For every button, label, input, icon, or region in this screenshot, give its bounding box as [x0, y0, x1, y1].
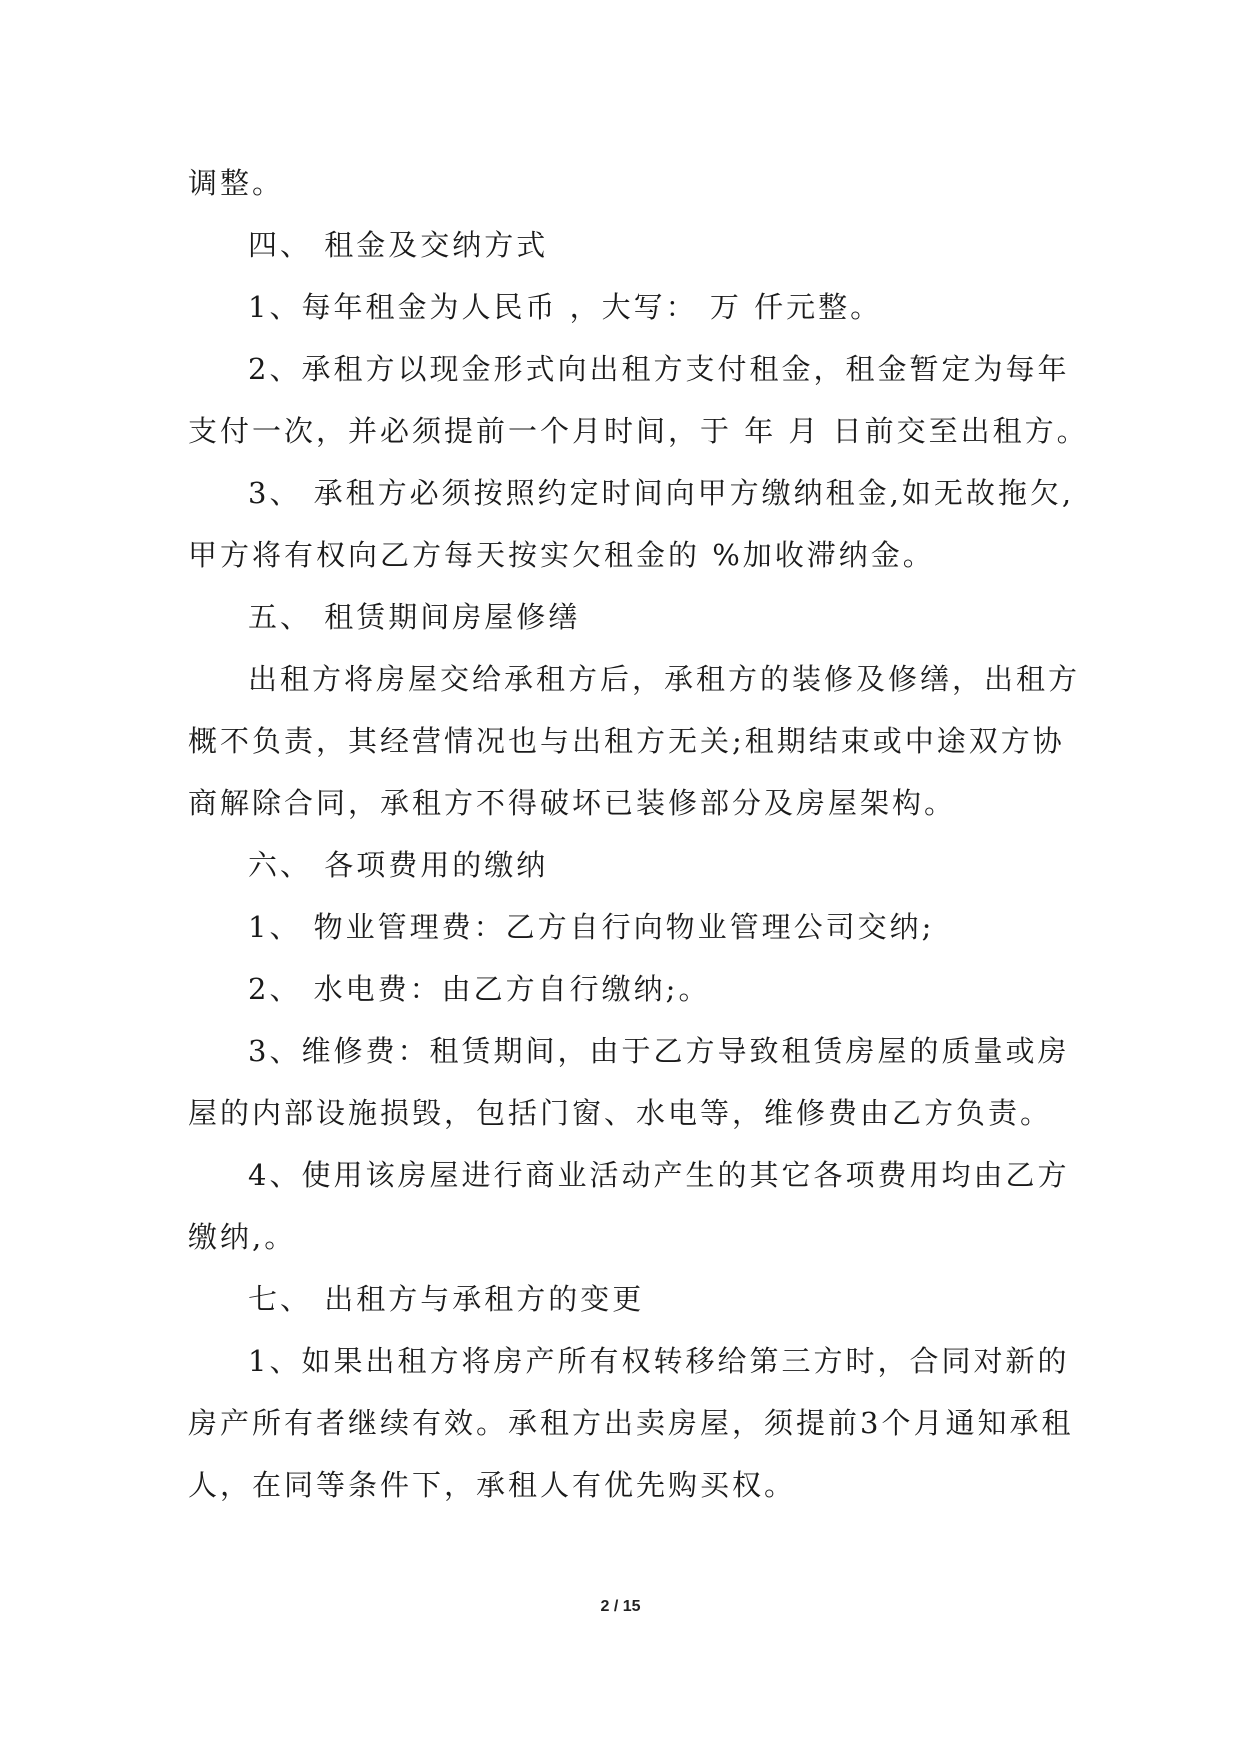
paragraph-line: 支付一次，并必须提前一个月时间，于 年 月 日前交至出租方。: [188, 414, 1089, 448]
paragraph-line: 出租方将房屋交给承租方后，承租方的装修及修缮，出租方: [248, 662, 1081, 696]
paragraph-line: 2、 水电费：由乙方自行缴纳;。: [248, 972, 711, 1006]
section-heading: 七、 出租方与承租方的变更: [248, 1282, 645, 1316]
paragraph-line: 4、使用该房屋进行商业活动产生的其它各项费用均由乙方: [248, 1158, 1070, 1192]
paragraph-line: 1、如果出租方将房产所有权转移给第三方时，合同对新的: [248, 1344, 1070, 1378]
paragraph-line: 1、 物业管理费：乙方自行向物业管理公司交纳;: [248, 910, 935, 944]
paragraph-line: 概不负责，其经营情况也与出租方无关;租期结束或中途双方协: [188, 724, 1065, 758]
paragraph-line: 房产所有者继续有效。承租方出卖房屋，须提前3个月通知承租: [188, 1406, 1074, 1440]
paragraph-line: 商解除合同，承租方不得破坏已装修部分及房屋架构。: [188, 786, 957, 820]
paragraph-line: 缴纳,。: [188, 1220, 297, 1254]
paragraph-line: 3、维修费：租赁期间，由于乙方导致租赁房屋的质量或房: [248, 1034, 1070, 1068]
paragraph-line: 1、每年租金为人民币 ，大写： 万 仟元整。: [248, 290, 883, 324]
document-body: [188, 152, 1089, 1516]
section-heading: 四、 租金及交纳方式: [248, 228, 549, 262]
paragraph-line: 3、 承租方必须按照约定时间向甲方缴纳租金,如无故拖欠,: [248, 476, 1075, 510]
page-number: 2 / 15: [600, 1598, 641, 1615]
section-heading: 六、 各项费用的缴纳: [248, 848, 549, 882]
paragraph-line: 调整。: [188, 166, 285, 200]
section-heading: 五、 租赁期间房屋修缮: [248, 600, 581, 634]
paragraph-line: 甲方将有权向乙方每天按实欠租金的 %加收滞纳金。: [188, 538, 935, 572]
paragraph-line: 屋的内部设施损毁，包括门窗、水电等，维修费由乙方负责。: [188, 1096, 1053, 1130]
paragraph-line: 2、承租方以现金形式向出租方支付租金，租金暂定为每年: [248, 352, 1070, 386]
paragraph-line: 人，在同等条件下，承租人有优先购买权。: [188, 1468, 797, 1502]
